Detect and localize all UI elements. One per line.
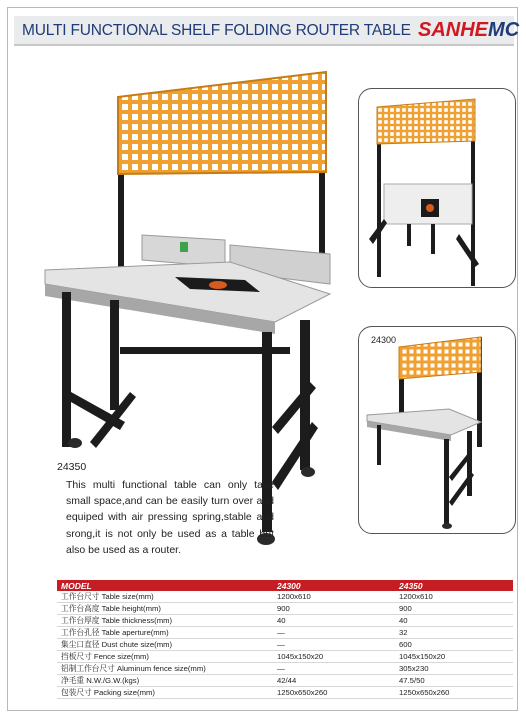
spec-table — [57, 580, 513, 699]
main-model-code: 24350 — [57, 461, 87, 473]
table-row: 工作台厚度 Table thickness(mm) 40 40 — [57, 615, 513, 627]
spec-header-24300: 24300 — [273, 580, 395, 591]
table-row: 集尘口直径 Dust chute size(mm) — 600 — [57, 639, 513, 651]
table-row: 挡板尺寸 Fence size(mm) 1045x150x20 1045x150x20 — [57, 651, 513, 663]
inset-model-label: 24300 — [371, 335, 397, 345]
spec-table-header — [57, 580, 513, 591]
table-row: 铝制工作台尺寸 Aluminum fence size(mm) — 305x230 — [57, 663, 513, 675]
table-row: 工作台孔径 Table aperture(mm) — 32 — [57, 627, 513, 639]
spec-header-24350: 24350 — [395, 580, 513, 591]
inset-router-image — [359, 89, 514, 286]
inset-photo-24300 — [358, 326, 516, 534]
table-row: 包装尺寸 Packing size(mm) 1250x650x260 1250x650x260 — [57, 687, 513, 699]
title-bar — [14, 16, 520, 46]
inset-24300-image — [359, 327, 514, 532]
inset-photo-router-setup — [358, 88, 516, 288]
product-description: This multi functional table can only take small space,and can be easily turn over and equiped with air pressing spring,stable and srong,it is not only be used as a table but also be used as a router. — [66, 479, 274, 556]
table-row: 工作台尺寸 Table size(mm) 1200x610 1200x610 — [57, 591, 513, 603]
brand-logo: SANHEMC — [418, 19, 520, 41]
spec-header-model: MODEL — [57, 580, 273, 591]
page-title: MULTI FUNCTIONAL SHELF FOLDING ROUTER TABLE — [22, 22, 411, 39]
table-row: 净毛重 N.W./G.W.(kgs) 42/44 47.5/50 — [57, 675, 513, 687]
table-row: 工作台高度 Table height(mm) 900 900 — [57, 603, 513, 615]
